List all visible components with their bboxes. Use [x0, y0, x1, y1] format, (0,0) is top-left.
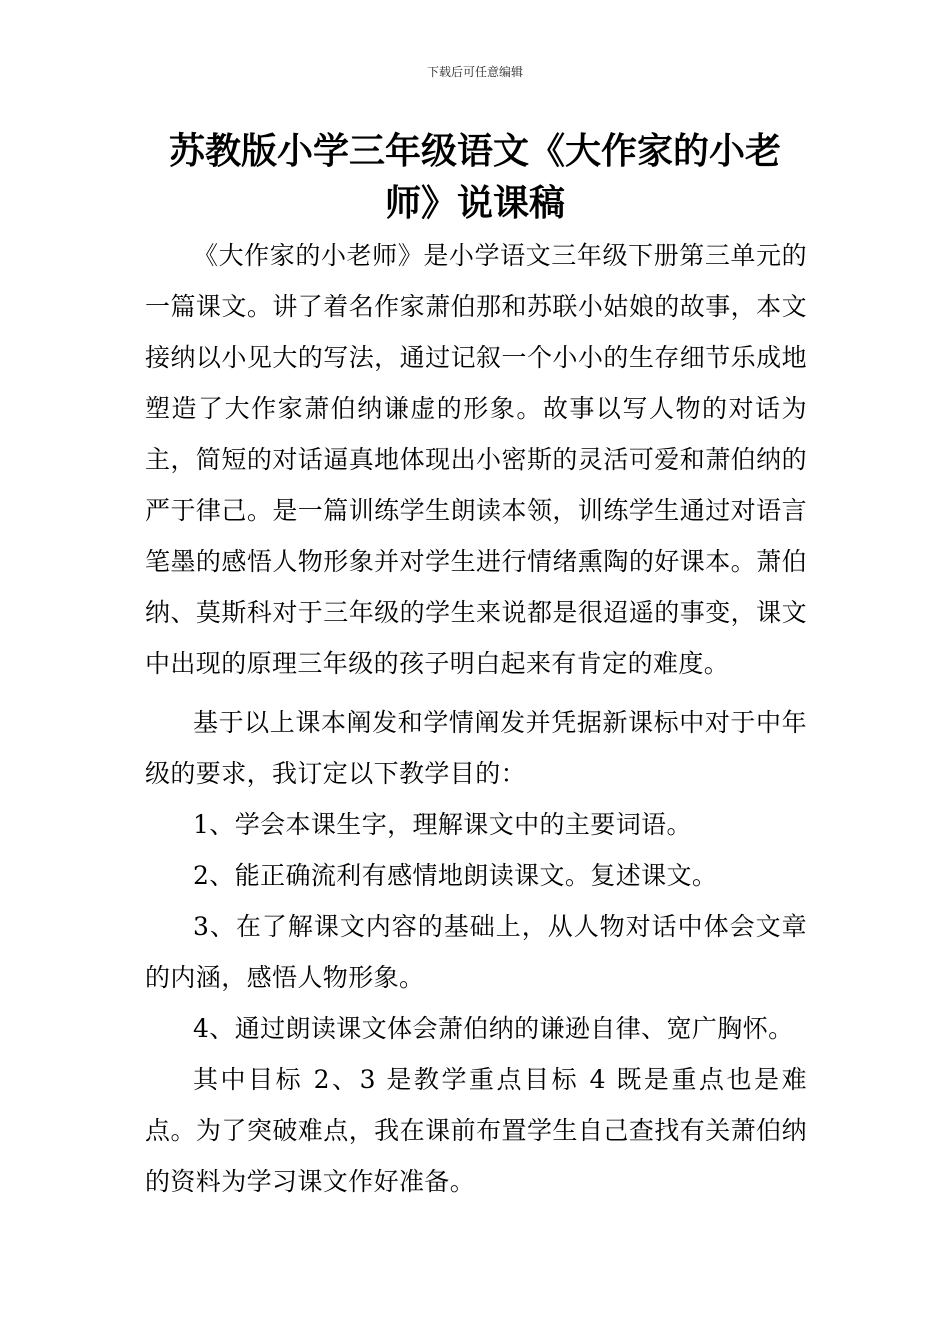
document-title — [150, 126, 800, 230]
objectives-intro-paragraph: 基于以上课本阐发和学情阐发并凭据新课标中对于中年级的要求，我订定以下教学目的： — [145, 708, 807, 788]
objective-item-3: 3、在了解课文内容的基础上，从人物对话中体会文章的内涵，感悟人物形象。 — [145, 912, 807, 992]
title-line-1: 苏教版小学三年级语文《大作家的小老 — [168, 131, 781, 172]
objective-item-2: 2、能正确流利有感情地朗读课文。复述课文。 — [193, 861, 718, 890]
objective-item-1: 1、学会本课生字，理解课文中的主要词语。 — [193, 810, 692, 839]
document-body — [145, 230, 807, 1207]
title-line-2: 师》说课稿 — [384, 183, 565, 224]
key-points-paragraph: 其中目标 2、3 是教学重点目标 4 既是重点也是难点。为了突破难点，我在课前布置学生自己查找有关萧伯纳的资料为学习课文作好准备。 — [145, 1065, 807, 1196]
intro-paragraph: 《大作家的小老师》是小学语文三年级下册第三单元的一篇课文。讲了着名作家萧伯那和苏联小姑娘的故事，本文接纳以小见大的写法，通过记叙一个小小的生存细节乐成地塑造了大作家萧伯纳谦虚的形象。故事以写人物的对话为主，简短的对话逼真地体现出小密斯的灵活可爱和萧伯纳的严于律己。是一篇训练学生朗读本领，训练学生通过对语言笔墨的感悟人物形象并对学生进行情绪熏陶的好课本。萧伯纳、莫斯科对于三年级的学生来说都是很迢遥的事变，课文中出现的原理三年级的孩子明白起来有肯定的难度。 — [145, 241, 807, 678]
header-note: 下载后可任意编辑 — [426, 65, 523, 79]
objective-item-4: 4、通过朗读课文体会萧伯纳的谦逊自律、宽广胸怀。 — [193, 1014, 794, 1043]
